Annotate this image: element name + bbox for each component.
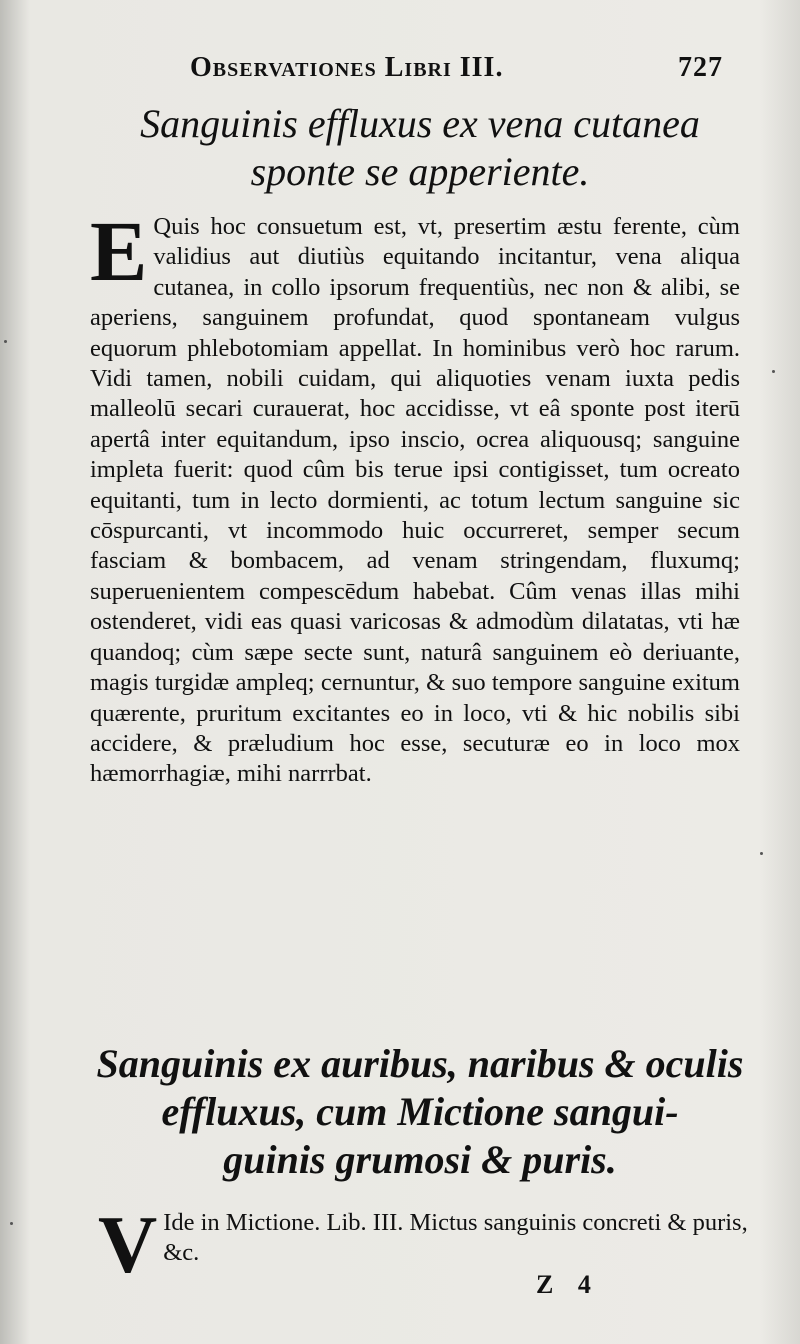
paper-speck [4,340,7,343]
section-2-paragraph: Ide in Mictione. Lib. III. Mictus sanguinis concreti & puris, &c. [163,1209,748,1266]
page-header [190,52,750,92]
running-title: Observationes Libri III. [190,52,504,83]
section-title-2-line3: guinis grumosi & puris. [223,1137,617,1182]
paper-speck [772,370,775,373]
section-title-2 [80,1040,760,1184]
drop-cap: V [98,1199,158,1290]
page-number: 727 [678,52,723,83]
drop-cap: E [90,203,148,299]
section-title-2-line2: effluxus, cum Mictione sangui- [161,1089,679,1134]
section-1-paragraph: Quis hoc consuetum est, vt, presertim æstu ferente, cùm validius aut diutiùs equitando incitantur, vena aliqua cutanea, in collo ipsorum frequentiùs, nec non & alibi, se aperiens, sanguinem profundat, quod spontaneam vulgus equorum phlebotomiam appellat. In hominibus verò hoc rarum. Vidi tamen, nobili cuidam, qui aliquoties venam iuxta pedis malleolū secari curauerat, hoc accidisse, vt eâ sponte post iterū apertâ inter equitandum, ipso inscio, ocrea aliquousq; sanguine impleta fuerit: quod cûm bis terue ipsi contigisset, tum ocreato equitanti, tum in lecto dormienti, ac totum lectum sanguine sic cōspurcanti, vt incommodo huic occurreret, semper secum fasciam & bombacem, ad venam stringendam, fluxumq; superuenientem compescēdum habebat. Cûm venas illas mihi ostenderet, vidi eas quasi varicosas & admodùm dilatatas, vti hæ quandoq; cùm sæpe secte sunt, naturâ sanguinem eò deriuante, magis turgidæ ampleq; cernuntur, & suo tempore sanguine exitum quærente, pruritum excitantes eo in loco, vti & hic nobilis sibi accidere, & præludium hoc esse, secuturæ eo in loco mox hæmorrhagiæ, mihi narrrbat. [90,213,740,788]
paper-speck [760,852,763,855]
section-title-1-line1: Sanguinis effluxus ex vena cutanea [140,101,700,146]
paper-speck [10,1222,13,1225]
section-title-2-line1: Sanguinis ex auribus, naribus & oculis [96,1041,744,1086]
signature-mark: Z 4 [536,1270,591,1299]
section-title-1 [80,100,760,196]
section-title-1-line2: sponte se apperiente. [250,149,590,194]
section-1-body [90,203,740,790]
